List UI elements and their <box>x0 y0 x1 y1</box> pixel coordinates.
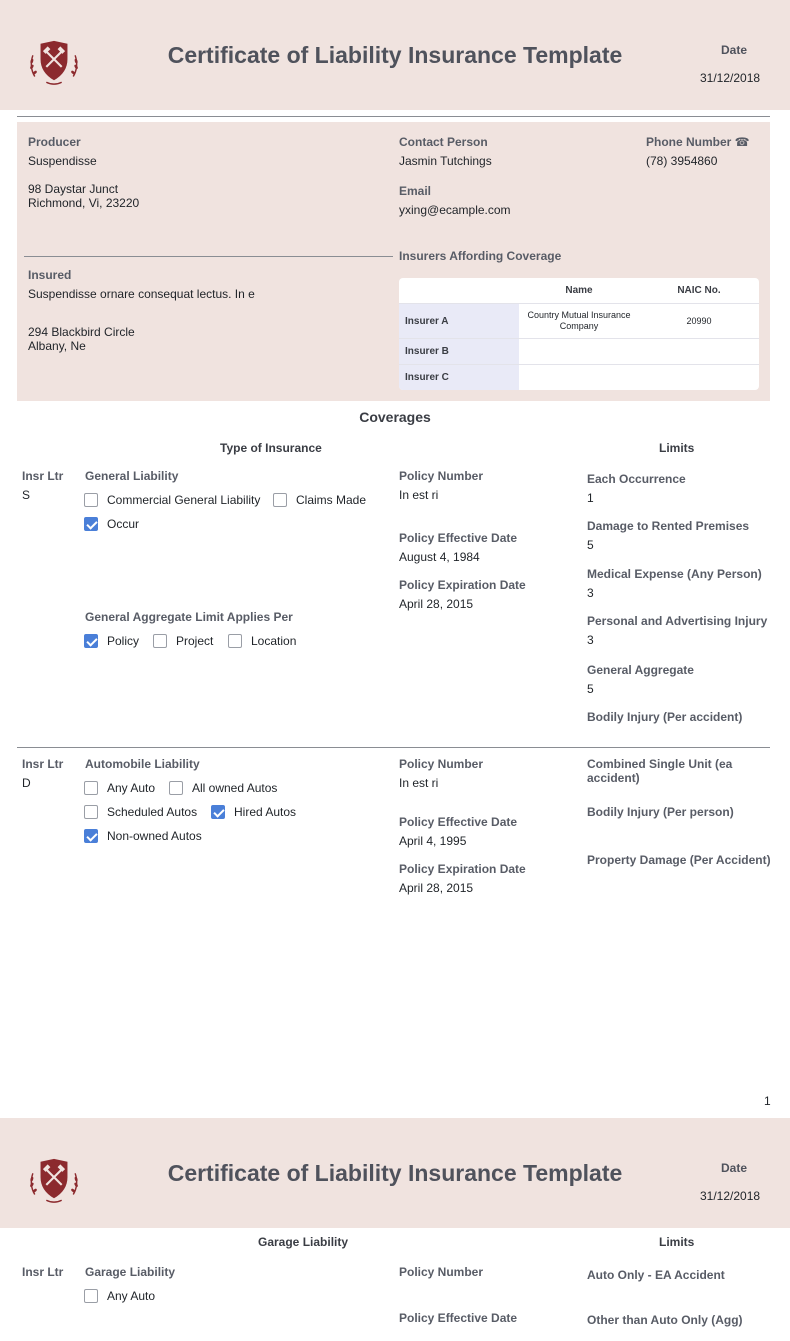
non-owned-autos-label: Non-owned Autos <box>107 829 202 843</box>
general-liability-label: General Liability <box>85 469 179 483</box>
policy-effective-label: Policy Effective Date <box>399 815 518 829</box>
all-owned-autos-label: All owned Autos <box>192 781 278 795</box>
insured-name: Suspendisse ornare consequat lectus. In e <box>28 287 255 301</box>
insured-label: Insured <box>28 268 72 282</box>
producer-label: Producer <box>28 135 81 149</box>
agg-location-checkbox[interactable] <box>228 634 242 648</box>
policy-expiration-value: April 28, 2015 <box>399 597 474 611</box>
occur-checkbox[interactable] <box>84 517 98 531</box>
policy-number-label: Policy Number <box>399 757 484 771</box>
policy-expiration-label: Policy Expiration Date <box>399 578 526 592</box>
policy-expiration-value: April 28, 2015 <box>399 881 474 895</box>
divider <box>17 747 770 748</box>
date-label: Date <box>721 43 748 57</box>
phone-value: (78) 3954860 <box>646 154 718 168</box>
insr-ltr-value: S <box>22 488 31 502</box>
limit-medical-expense-value: 3 <box>587 586 594 600</box>
insured-address-line1: 294 Blackbird Circle <box>28 325 135 339</box>
policy-number-value: In est ri <box>399 488 439 502</box>
policy-number-label: Policy Number <box>399 469 484 483</box>
agg-project-label: Project <box>176 634 214 648</box>
scheduled-autos-label: Scheduled Autos <box>107 805 198 819</box>
insr-ltr-label: Insr Ltr <box>22 469 64 483</box>
policy-expiration-label: Policy Expiration Date <box>399 862 526 876</box>
hired-autos-label: Hired Autos <box>234 805 297 819</box>
garage-liability-header: Garage Liability <box>258 1235 349 1249</box>
insurers-title: Insurers Affording Coverage <box>399 249 562 263</box>
limit-each-occurrence-label: Each Occurrence <box>587 472 686 486</box>
commercial-general-liability-checkbox[interactable] <box>84 493 98 507</box>
policy-effective-value: August 4, 1984 <box>399 550 480 564</box>
insured-address-line2: Albany, Ne <box>28 339 86 353</box>
page2-header <box>0 1118 790 1228</box>
limit-personal-advertising-label: Personal and Advertising Injury <box>587 614 768 628</box>
aggregate-limit-label: General Aggregate Limit Applies Per <box>85 610 293 624</box>
limits-header: Limits <box>659 441 695 455</box>
limit-each-occurrence-value: 1 <box>587 491 594 505</box>
agg-policy-label: Policy <box>107 634 140 648</box>
date-value: 31/12/2018 <box>700 71 761 85</box>
hired-autos-checkbox[interactable] <box>211 805 225 819</box>
insurer-label: Insurer A <box>399 304 519 338</box>
all-owned-autos-checkbox[interactable] <box>169 781 183 795</box>
insr-ltr-value: D <box>22 776 31 790</box>
limit-general-aggregate-value: 5 <box>587 682 594 696</box>
type-of-insurance-header: Type of Insurance <box>220 441 322 455</box>
phone-label: Phone Number ☎ <box>646 135 750 149</box>
contact-label: Contact Person <box>399 135 488 149</box>
policy-number-label: Policy Number <box>399 1265 484 1279</box>
insurers-table <box>399 278 759 390</box>
scheduled-autos-checkbox[interactable] <box>84 805 98 819</box>
policy-number-value: In est ri <box>399 776 439 790</box>
limit-property-damage-label: Property Damage (Per Accident) <box>587 853 771 867</box>
producer-name: Suspendisse <box>28 154 97 168</box>
any-auto-label: Any Auto <box>107 781 156 795</box>
non-owned-autos-checkbox[interactable] <box>84 829 98 843</box>
insurers-col-naic: NAIC No. <box>677 285 721 296</box>
insurer-label: Insurer C <box>399 365 519 390</box>
date-value: 31/12/2018 <box>700 1189 761 1203</box>
limit-bodily-injury-person-label: Bodily Injury (Per person) <box>587 805 734 819</box>
limit-general-aggregate-label: General Aggregate <box>587 663 694 677</box>
contact-name: Jasmin Tutchings <box>399 154 492 168</box>
claims-made-label: Claims Made <box>296 493 367 507</box>
insurer-naic: 20990 <box>686 316 712 326</box>
insurer-name: Country Mutual Insurance Company <box>527 310 631 331</box>
agg-location-label: Location <box>251 634 297 648</box>
limit-bodily-injury-label: Bodily Injury (Per accident) <box>587 710 743 724</box>
insr-ltr-label: Insr Ltr <box>22 757 64 771</box>
agg-policy-checkbox[interactable] <box>84 634 98 648</box>
commercial-general-liability-label: Commercial General Liability <box>107 493 261 507</box>
producer-address-line1: 98 Daystar Junct <box>28 182 119 196</box>
garage-any-auto-label: Any Auto <box>107 1289 156 1303</box>
insurer-label: Insurer B <box>399 339 519 364</box>
limit-damage-rented-value: 5 <box>587 538 594 552</box>
policy-effective-label: Policy Effective Date <box>399 531 518 545</box>
any-auto-checkbox[interactable] <box>84 781 98 795</box>
garage-liability-label: Garage Liability <box>85 1265 176 1279</box>
limit-medical-expense-label: Medical Expense (Any Person) <box>587 567 762 581</box>
table-row <box>399 365 759 390</box>
automobile-liability-label: Automobile Liability <box>85 757 200 771</box>
garage-any-auto-checkbox[interactable] <box>84 1289 98 1303</box>
limits-header: Limits <box>659 1235 695 1249</box>
page-title: Certificate of Liability Insurance Template <box>167 42 623 68</box>
page-number: 1 <box>764 1094 771 1108</box>
limit-combined-single-label: Combined Single Unit (ea accident) <box>587 757 733 785</box>
table-row <box>399 304 759 338</box>
divider <box>17 116 770 117</box>
insr-ltr-label: Insr Ltr <box>22 1265 64 1279</box>
email-value: yxing@ecample.com <box>399 203 511 217</box>
limit-other-than-auto-label: Other than Auto Only (Agg) <box>587 1313 743 1327</box>
insurers-col-name: Name <box>565 285 593 296</box>
policy-effective-label: Policy Effective Date <box>399 1311 518 1325</box>
divider <box>24 256 393 257</box>
producer-address-line2: Richmond, Vi, 23220 <box>28 196 140 210</box>
agg-project-checkbox[interactable] <box>153 634 167 648</box>
email-label: Email <box>399 184 432 198</box>
limit-personal-advertising-value: 3 <box>587 633 594 647</box>
limit-auto-only-label: Auto Only - EA Accident <box>587 1268 725 1282</box>
policy-effective-value: April 4, 1995 <box>399 834 467 848</box>
page-title: Certificate of Liability Insurance Template <box>167 1160 623 1186</box>
table-row <box>399 339 759 364</box>
limit-damage-rented-label: Damage to Rented Premises <box>587 519 750 533</box>
occur-label: Occur <box>107 517 140 531</box>
claims-made-checkbox[interactable] <box>273 493 287 507</box>
coverages-title: Coverages <box>359 409 431 425</box>
page1-header <box>0 0 790 110</box>
date-label: Date <box>721 1161 748 1175</box>
